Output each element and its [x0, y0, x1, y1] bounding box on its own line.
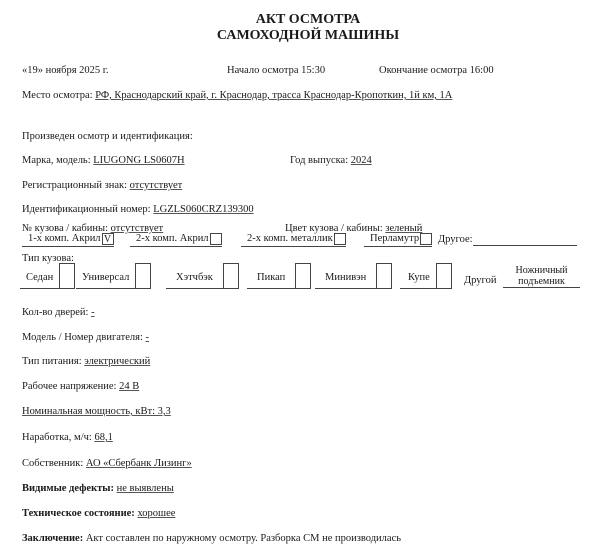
owner-value: АО «Сбербанк Лизинг»	[85, 458, 192, 469]
paint-option-3[interactable]: 2-х комп. металлик	[241, 232, 346, 247]
body-no-label: № кузова / кабины:	[22, 223, 108, 234]
defects-value: не выявлены	[116, 483, 174, 494]
voltage-value: 24 В	[119, 381, 140, 392]
place-value: РФ, Краснодарский край, г. Краснодар, трасса Краснодар-Кропоткин, 1й км, 1А	[95, 90, 453, 101]
checkbox[interactable]	[420, 233, 432, 245]
checkbox[interactable]	[376, 263, 392, 288]
condition-label: Техническое состояние:	[22, 508, 135, 519]
paint-option-1[interactable]: 1-х комп. Акрил V	[22, 232, 114, 247]
body-type-other-label: Другой	[464, 275, 497, 286]
conclusion-label: Заключение:	[22, 533, 84, 544]
doors-label: Кол-во дверей:	[22, 307, 89, 318]
checkbox[interactable]	[295, 263, 311, 288]
power-type-label: Тип питания:	[22, 356, 82, 367]
condition-row	[22, 507, 175, 520]
defects-label: Видимые дефекты:	[22, 483, 114, 494]
paint-option-4[interactable]: Перламутр	[364, 232, 432, 247]
inspection-end: Окончание осмотра 16:00	[379, 65, 494, 76]
doors-value: -	[91, 307, 95, 318]
body-type-hatchback[interactable]: Хэтчбэк	[166, 263, 239, 289]
inspection-date: «19» ноября 2025 г.	[22, 65, 109, 76]
power-type-value: электрический	[84, 356, 151, 367]
body-type-wagon[interactable]: Универсал	[76, 263, 151, 289]
vin-label: Идентификационный номер:	[22, 204, 151, 215]
condition-value: хорошее	[137, 508, 176, 519]
body-type-pickup[interactable]: Пикап	[247, 263, 311, 289]
checkbox-checked[interactable]: V	[102, 233, 114, 245]
model-value: LIUGONG LS0607H	[93, 155, 185, 166]
reg-value: отсутствует	[129, 180, 183, 191]
body-type-other-field[interactable]: Ножничный подъемник	[503, 265, 580, 288]
checkbox[interactable]	[210, 233, 222, 245]
paint-other[interactable]: Другое:	[438, 233, 577, 246]
voltage-row	[22, 380, 139, 393]
paint-option-2[interactable]: 2-х комп. Акрил	[130, 232, 222, 247]
conclusion-value: Акт составлен по наружному осмотру. Разборка СМ не производилась	[85, 533, 402, 544]
doc-title-line2: САМОХОДНОЙ МАШИНЫ	[216, 28, 400, 43]
reg-row	[22, 179, 182, 192]
defects-row	[22, 482, 174, 495]
engine-row	[22, 331, 149, 344]
place-row	[22, 89, 452, 102]
intro-text: Произведен осмотр и идентификация:	[22, 131, 193, 142]
place-label: Место осмотра:	[22, 90, 93, 101]
color-label: Цвет кузова / кабины:	[285, 223, 383, 234]
engine-value: -	[145, 332, 150, 343]
year-label: Год выпуска:	[290, 155, 349, 166]
checkbox[interactable]	[334, 233, 346, 245]
body-type-coupe[interactable]: Купе	[400, 263, 452, 289]
model-label: Марка, модель:	[22, 155, 91, 166]
body-type-minivan[interactable]: Минивэн	[315, 263, 392, 289]
owner-label: Собственник:	[22, 458, 84, 469]
conclusion-row	[22, 532, 401, 545]
engine-label: Модель / Номер двигателя:	[22, 332, 143, 343]
checkbox[interactable]	[223, 263, 239, 288]
hours-label: Наработка, м/ч:	[22, 432, 92, 443]
voltage-label: Рабочее напряжение:	[22, 381, 117, 392]
hours-value: 68,1	[94, 432, 113, 443]
model-row	[22, 154, 185, 167]
inspection-start: Начало осмотра 15:30	[227, 65, 326, 76]
vin-row	[22, 203, 254, 216]
checkbox[interactable]	[135, 263, 151, 288]
hours-row	[22, 431, 113, 444]
checkbox[interactable]	[436, 263, 452, 288]
doc-title-line1: АКТ ОСМОТРА	[255, 12, 361, 27]
rated-power: Номинальная мощность, кВт: 3,3	[22, 406, 171, 417]
doors-row	[22, 306, 95, 319]
body-type-label: Тип кузова:	[22, 253, 74, 264]
year-row	[290, 154, 372, 167]
year-value: 2024	[350, 155, 372, 166]
reg-label: Регистрационный знак:	[22, 180, 128, 191]
color-value: зеленый	[385, 223, 423, 234]
vin-value: LGZLS060CRZ139300	[153, 204, 254, 215]
checkbox[interactable]	[59, 263, 75, 288]
paint-other-field[interactable]	[473, 233, 577, 246]
body-type-sedan[interactable]: Седан	[20, 263, 75, 289]
owner-row	[22, 457, 192, 470]
power-type-row	[22, 355, 150, 368]
body-no-value: отсутствует	[110, 223, 164, 234]
